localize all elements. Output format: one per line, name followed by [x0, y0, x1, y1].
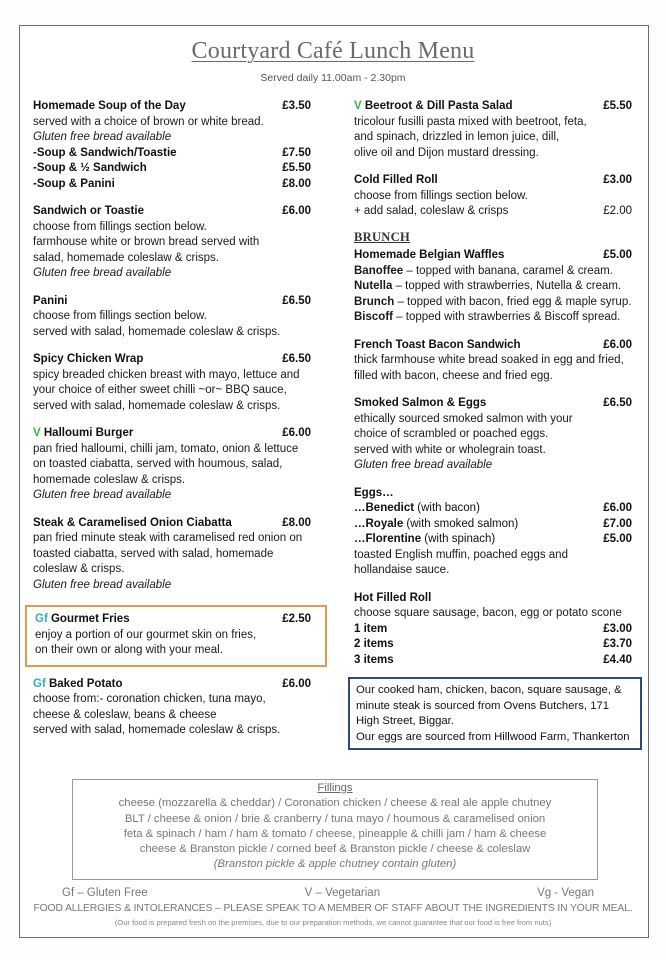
menu-item-soup	[33, 99, 311, 192]
item-desc: enjoy a portion of our gourmet skin on fries,	[35, 628, 257, 641]
menu-item-waffles	[354, 248, 632, 326]
item-desc: thick farmhouse white bread soaked in egg and fried,	[354, 354, 624, 366]
item-name: Smoked Salmon & Eggs	[354, 397, 487, 409]
option-name: -Soup & Sandwich/Toastie	[33, 146, 177, 159]
legend-vegan: Vg - Vegan	[537, 887, 594, 899]
waffle-variant	[354, 264, 632, 280]
sourcing-line: Our eggs are sourced from Hillwood Farm, Thankerton	[356, 730, 630, 743]
option-name: -Soup & Panini	[33, 177, 115, 190]
waffle-variant	[354, 295, 632, 311]
item-desc: served with salad, homemade coleslaw & crisps.	[33, 325, 281, 338]
fillings-line: cheese & Branston pickle / corned beef & Branston pickle / cheese & coleslaw	[139, 843, 531, 856]
variant-detail: (with bacon)	[414, 502, 480, 514]
menu-item-panini	[33, 294, 311, 341]
item-desc: cheese & coleslaw, beans & cheese	[33, 708, 217, 721]
item-desc: choose square sausage, bacon, egg or potato scone	[354, 607, 622, 619]
gluten-free-note: Gluten free bread available	[354, 459, 493, 471]
variant-detail: (with smoked salmon)	[403, 517, 519, 530]
item-price: £6.00	[282, 677, 311, 690]
right-column	[354, 99, 632, 750]
item-price: £3.50	[282, 100, 311, 112]
variant-desc: – topped with strawberries, Nutella & cream.	[392, 280, 622, 292]
menu-item-hot-roll	[354, 591, 632, 669]
item-desc: on their own or along with your meal.	[35, 644, 223, 656]
variant-name: Banoffee	[354, 264, 404, 277]
option-name: -Soup & ½ Sandwich	[33, 162, 147, 174]
item-name: Hot Filled Roll	[354, 591, 432, 604]
item-name: Sandwich or Toastie	[33, 205, 144, 217]
variant-name: Brunch	[354, 295, 395, 308]
menu-item-steak	[33, 516, 311, 594]
variant-name: Nutella	[354, 280, 393, 292]
item-desc: pan fried halloumi, chilli jam, tomato, onion & lettuce	[33, 442, 299, 455]
item-desc: salad, homemade coleslaw & crisps.	[33, 251, 219, 264]
item-price: £5.00	[603, 249, 632, 261]
dietary-legend	[62, 887, 594, 899]
item-desc: on toasted ciabatta, served with houmous, salad,	[33, 458, 283, 470]
item-desc: tricolour fusilli pasta mixed with beetroot, feta,	[354, 115, 587, 128]
fillings-line: cheese (mozzarella & cheddar) / Coronation chicken / cheese & real ale apple chutney	[118, 797, 552, 810]
item-price: £2.50	[282, 613, 311, 625]
item-desc: coleslaw & crisps.	[33, 563, 125, 575]
vegetarian-tag: V	[354, 100, 362, 112]
variant-detail: (with spinach)	[421, 533, 496, 545]
gluten-free-tag: Gf	[35, 613, 48, 625]
item-desc: served with white or wholegrain toast.	[354, 443, 546, 456]
variant-price: £5.00	[603, 533, 632, 545]
sourcing-line: High Street, Biggar.	[356, 715, 454, 727]
vegetarian-tag: V	[33, 427, 41, 439]
item-desc: choose from:- coronation chicken, tuna mayo,	[33, 693, 266, 705]
item-desc: choice of scrambled or poached eggs.	[354, 428, 549, 440]
item-desc: choose from fillings section below.	[33, 220, 207, 233]
gluten-free-note: Gluten free bread available	[33, 578, 172, 591]
item-desc: hollandaise sauce.	[354, 564, 450, 576]
item-desc: homemade coleslaw & crisps.	[33, 473, 186, 486]
item-name: Baked Potato	[48, 677, 123, 690]
item-desc: toasted English muffin, poached eggs and	[354, 548, 568, 561]
item-desc: farmhouse white or brown bread served with	[33, 236, 260, 248]
item-name: Cold Filled Roll	[354, 174, 438, 186]
fillings-line: feta & spinach / ham / ham & tomato / cheese, pineapple & chilli jam / ham & cheese	[123, 827, 547, 840]
item-desc: and spinach, drizzled in lemon juice, dill,	[354, 131, 560, 143]
item-desc: served with a choice of brown or white bread.	[33, 115, 264, 128]
menu-item-fries-highlight	[25, 605, 327, 667]
item-desc: spicy breaded chicken breast with mayo, lettuce and	[33, 368, 300, 381]
item-price: £6.50	[603, 397, 632, 409]
item-name: Gourmet Fries	[50, 613, 130, 625]
gluten-free-note: Gluten free bread available	[33, 489, 172, 501]
variant-price: £6.00	[603, 502, 632, 514]
item-desc: your choice of either sweet chilli ~or~ BBQ sauce,	[33, 384, 287, 396]
option-price: £4.40	[603, 653, 632, 666]
option-name: 1 item	[354, 622, 388, 635]
variant-name: …Florentine	[354, 533, 422, 545]
item-price: £6.50	[282, 353, 311, 365]
option-price: £8.00	[282, 177, 311, 190]
menu-item-sandwich	[33, 204, 311, 282]
menu-item-pasta-salad	[354, 99, 632, 161]
option-price: £7.50	[282, 146, 311, 159]
waffle-variant	[354, 310, 632, 326]
serving-hours: Served daily 11.00am - 2.30pm	[260, 72, 406, 84]
allergy-notice: FOOD ALLERGIES & INTOLERANCES – PLEASE SPEAK TO A MEMBER OF STAFF ABOUT THE INGREDIENTS IN YOUR MEAL.	[33, 903, 633, 914]
item-price: £8.00	[282, 516, 311, 529]
item-name: Eggs…	[354, 486, 394, 499]
brunch-heading: BRUNCH	[354, 229, 410, 244]
item-price: £5.50	[603, 100, 632, 112]
item-desc: choose from fillings section below.	[33, 310, 207, 322]
addon-price: £2.00	[603, 205, 632, 217]
sourcing-info-box	[348, 677, 642, 750]
waffle-variant	[354, 279, 632, 295]
left-column	[33, 99, 311, 751]
variant-name: Biscoff	[354, 311, 393, 323]
variant-desc: – topped with bacon, fried egg & maple syrup.	[394, 295, 632, 308]
fillings-gluten-note: (Branston pickle & apple chutney contain gluten)	[213, 858, 457, 871]
menu-item-french-toast	[354, 338, 632, 385]
menu-item-wrap	[33, 352, 311, 414]
sourcing-line: Our cooked ham, chicken, bacon, square sausage, &	[356, 684, 622, 696]
item-desc: choose from fillings section below.	[354, 189, 528, 202]
option-name: 3 items	[354, 653, 394, 666]
item-name: Panini	[33, 294, 68, 307]
item-name: Homemade Belgian Waffles	[354, 249, 505, 261]
item-desc: toasted ciabatta, served with salad, homemade	[33, 547, 274, 560]
gluten-free-note: Gluten free bread available	[33, 131, 172, 143]
item-price: £6.00	[282, 205, 311, 217]
variant-desc: – topped with strawberries & Biscoff spread.	[392, 311, 621, 323]
menu-item-cold-roll	[354, 173, 632, 220]
fillings-title: Fillings	[317, 782, 353, 794]
menu-item-eggs	[354, 486, 632, 579]
item-price: £6.00	[603, 338, 632, 351]
item-desc: served with salad, homemade coleslaw & crisps.	[33, 724, 281, 736]
nuts-disclaimer: (Our food is prepared fresh on the premises, due to our preparation methods, we cannot guarantee that our food is free from nuts)	[114, 918, 552, 927]
legend-gluten-free: Gf – Gluten Free	[62, 887, 148, 899]
item-name: Beetroot & Dill Pasta Salad	[364, 100, 513, 112]
option-name: 2 items	[354, 638, 394, 650]
addon-label: + add salad, coleslaw & crisps	[354, 205, 509, 217]
gluten-free-tag: Gf	[33, 677, 46, 690]
item-price: £3.00	[603, 174, 632, 186]
option-price: £5.50	[282, 162, 311, 174]
menu-title: Courtyard Café Lunch Menu	[191, 38, 475, 64]
item-name: Homemade Soup of the Day	[33, 100, 186, 112]
variant-desc: – topped with banana, caramel & cream.	[403, 264, 613, 277]
option-price: £3.70	[603, 638, 632, 650]
legend-vegetarian: V – Vegetarian	[304, 887, 381, 899]
item-desc: ethically sourced smoked salmon with your	[354, 412, 573, 425]
option-price: £3.00	[603, 622, 632, 635]
variant-name: …Benedict	[354, 502, 415, 514]
item-name: Halloumi Burger	[43, 427, 134, 439]
item-desc: pan fried minute steak with caramelised red onion on	[33, 532, 303, 544]
item-name: French Toast Bacon Sandwich	[354, 338, 521, 351]
fillings-box	[72, 779, 598, 880]
item-price: £6.50	[282, 294, 311, 307]
sourcing-line: minute steak is sourced from Ovens Butchers, 171	[356, 699, 610, 712]
variant-price: £7.00	[603, 517, 632, 530]
menu-item-halloumi	[33, 426, 311, 504]
menu-item-smoked-salmon	[354, 396, 632, 474]
menu-item-baked-potato	[33, 677, 311, 739]
item-desc: olive oil and Dijon mustard dressing.	[354, 146, 539, 159]
item-name: Spicy Chicken Wrap	[33, 353, 144, 365]
variant-name: …Royale	[354, 517, 404, 530]
gluten-free-note: Gluten free bread available	[33, 267, 172, 279]
item-desc: filled with bacon, cheese and fried egg.	[354, 369, 553, 382]
item-price: £6.00	[282, 427, 311, 439]
fillings-line: BLT / cheese & onion / brie & cranberry / tuna mayo / houmous & caramelised onion	[124, 812, 546, 825]
item-name: Steak & Caramelised Onion Ciabatta	[33, 516, 232, 529]
item-desc: served with salad, homemade coleslaw & crisps.	[33, 399, 281, 412]
